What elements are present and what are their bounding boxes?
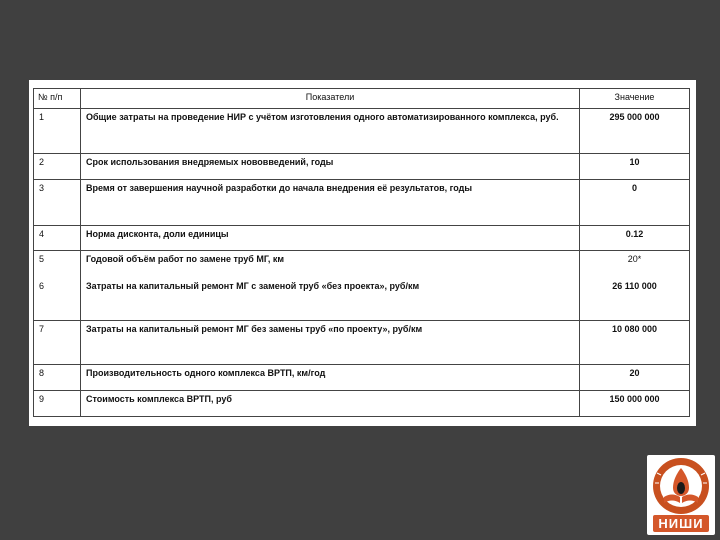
table-row (34, 321, 690, 365)
row-indicator: Общие затраты на проведение НИР с учётом изготовления одного автоматизированного комплекса, руб. (81, 109, 580, 154)
row-value-5: 20* (627, 254, 642, 264)
row-value: 295 000 000 (580, 109, 690, 154)
table-row (34, 154, 690, 180)
row-num-5: 5 (39, 254, 45, 264)
row-num: 9 (34, 391, 81, 417)
table-row (34, 251, 690, 321)
table-row (34, 391, 690, 417)
row-num: 8 (34, 365, 81, 391)
row-indicator: Стоимость комплекса ВРТП, руб (81, 391, 580, 417)
table-row (34, 109, 690, 154)
row-num (34, 251, 81, 321)
table-row (34, 365, 690, 391)
row-num: 2 (34, 154, 81, 180)
row-value: 150 000 000 (580, 391, 690, 417)
row-indicator-5: Годовой объём работ по замене труб МГ, км (86, 254, 285, 264)
row-value: 10 080 000 (580, 321, 690, 365)
row-indicator: Норма дисконта, доли единицы (81, 226, 580, 251)
table-header-row (34, 89, 690, 109)
row-value: 20 (580, 365, 690, 391)
indicators-table (33, 88, 690, 417)
row-value: 0.12 (580, 226, 690, 251)
row-num: 7 (34, 321, 81, 365)
row-indicator: Производительность одного комплекса ВРТП, км/год (81, 365, 580, 391)
row-value: 0 (580, 180, 690, 226)
row-num: 4 (34, 226, 81, 251)
row-indicator: Время от завершения научной разработки до начала внедрения её результатов, годы (81, 180, 580, 226)
row-num: 1 (34, 109, 81, 154)
document-page (29, 80, 696, 426)
row-indicator: Срок использования внедряемых нововведений, годы (81, 154, 580, 180)
row-indicator: Затраты на капитальный ремонт МГ без замены труб «по проекту», руб/км (81, 321, 580, 365)
row-indicator (81, 251, 580, 321)
row-num: 3 (34, 180, 81, 226)
row-num-6: 6 (39, 281, 45, 291)
header-value: Значение (580, 89, 690, 109)
logo-wordmark: НИШИ (658, 516, 704, 531)
row-value (580, 251, 690, 321)
row-value-6: 26 110 000 (612, 281, 657, 291)
table-row (34, 226, 690, 251)
table-row (34, 180, 690, 226)
row-value: 10 (580, 154, 690, 180)
university-logo (647, 455, 715, 535)
row-indicator-6: Затраты на капитальный ремонт МГ с заменой труб «без проекта», руб/км (86, 281, 420, 291)
header-num: № п/п (34, 89, 81, 109)
header-indicator: Показатели (81, 89, 580, 109)
